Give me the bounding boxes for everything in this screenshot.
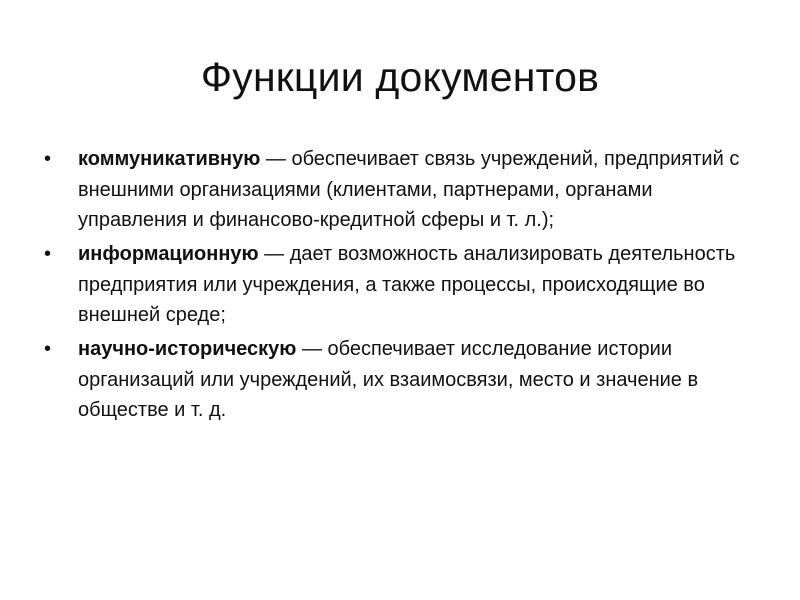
bullet-item-scientific-historical [42, 334, 762, 426]
slide-title: Функции документов [200, 54, 600, 100]
bullet-item-communicative [42, 144, 762, 236]
bullet-icon: • [44, 243, 52, 265]
bullet-text: — обеспечивает связь учреждений, предприятий с внешними организациями (клиентами, партнерами, органами управления и финансово-кредитной сферы и т. л.); [78, 148, 740, 231]
bullet-term: информационную [78, 243, 259, 265]
bullet-term: научно-историческую [78, 338, 297, 360]
bullet-icon: • [44, 148, 52, 170]
bullet-icon: • [44, 338, 52, 360]
bullet-list [42, 144, 762, 429]
bullet-term: коммуникативную [78, 148, 261, 170]
bullet-item-informational [42, 239, 762, 331]
bullet-text: — обеспечивает исследование истории организаций или учреждений, их взаимосвязи, место и значение в обществе и т. д. [78, 338, 699, 421]
bullet-text: — дает возможность анализировать деятельность предприятия или учреждения, а также процессы, происходящие во внешней среде; [78, 243, 736, 326]
